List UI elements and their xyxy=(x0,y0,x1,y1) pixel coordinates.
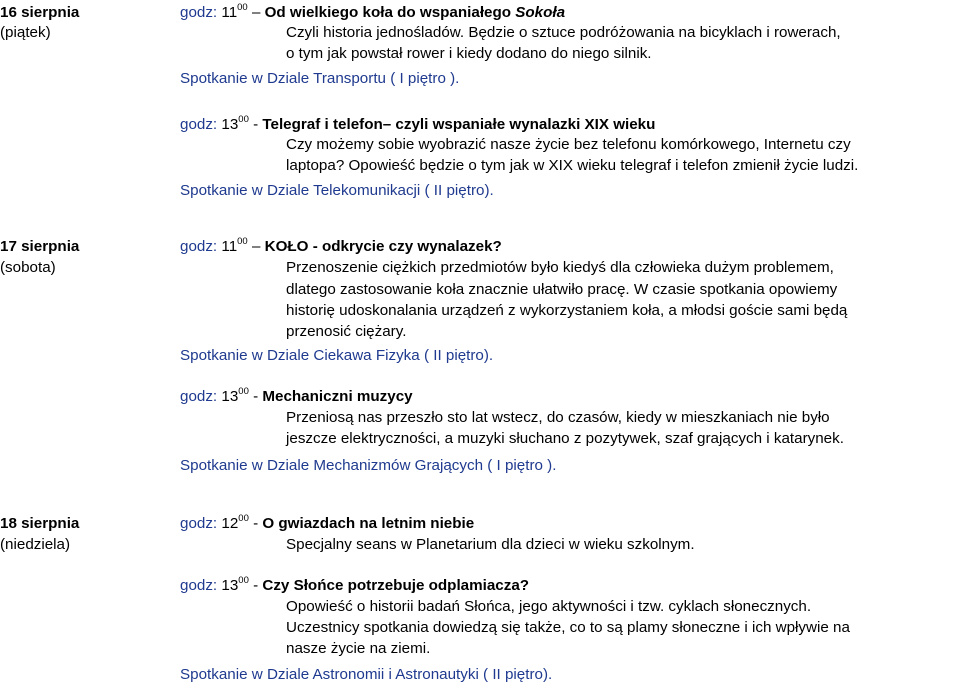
event-title: Telegraf i telefon– czyli wspaniałe wynalazki XIX wieku xyxy=(262,116,656,133)
event-title-italic: Sokoła xyxy=(515,4,566,21)
event-desc-line: nasze życie na ziemi. xyxy=(286,640,431,657)
event-location: Spotkanie w Dziale Ciekawa Fizyka ( II piętro). xyxy=(180,347,494,364)
time-hour: 11 xyxy=(221,4,238,21)
day-weekday: (niedziela) xyxy=(0,536,71,553)
time-minutes: 00 xyxy=(238,386,249,397)
time-prefix: godz: xyxy=(180,577,222,594)
time-minutes: 00 xyxy=(237,2,248,13)
event-desc-line: Czyli historia jednośladów. Będzie o sztuce podróżowania na bicyklach i rowerach, xyxy=(286,24,841,41)
time-minutes: 00 xyxy=(238,513,249,524)
time-separator: – xyxy=(247,4,265,21)
event-desc-line: jeszcze elektryczności, a muzyki słuchano z pozytywek, szaf grających i katarynek. xyxy=(286,430,844,447)
event-location: Spotkanie w Dziale Mechanizmów Grających ( I piętro ). xyxy=(180,457,557,474)
time-minutes: 00 xyxy=(237,236,248,247)
time-separator: - xyxy=(248,388,263,405)
time-separator: - xyxy=(248,577,263,594)
time-prefix: godz: xyxy=(180,388,222,405)
time-hour: 12 xyxy=(221,515,239,532)
event-desc-line: Specjalny seans w Planetarium dla dzieci w wieku szkolnym. xyxy=(286,536,695,553)
time-prefix: godz: xyxy=(180,4,222,21)
event-location: Spotkanie w Dziale Telekomunikacji ( II piętro). xyxy=(180,182,494,199)
day-date: 18 sierpnia xyxy=(0,515,80,532)
event-desc-line: laptopa? Opowieść będzie o tym jak w XIX wieku telegraf i telefon zmienił życie ludzi. xyxy=(286,157,859,174)
event-title: Mechaniczni muzycy xyxy=(262,388,413,405)
event-title: Czy Słońce potrzebuje odplamiacza? xyxy=(262,577,530,594)
event-time-line xyxy=(180,386,413,409)
event-location: Spotkanie w Dziale Astronomii i Astronautyki ( II piętro). xyxy=(180,666,553,683)
event-time-line xyxy=(180,513,474,536)
time-minutes: 00 xyxy=(238,114,249,125)
time-hour: 13 xyxy=(221,116,239,133)
event-location: Spotkanie w Dziale Transportu ( I piętro ). xyxy=(180,70,460,87)
day-date: 16 sierpnia xyxy=(0,4,80,21)
event-time-line xyxy=(180,575,529,598)
day-date: 17 sierpnia xyxy=(0,238,80,255)
time-prefix: godz: xyxy=(180,116,222,133)
event-desc-line: przenosić ciężary. xyxy=(286,323,407,340)
day-weekday: (piątek) xyxy=(0,24,51,41)
time-prefix: godz: xyxy=(180,515,222,532)
time-minutes: 00 xyxy=(238,575,249,586)
event-desc-line: historię udoskonalania urządzeń z wykorzystaniem koła, a młodsi goście sami będą xyxy=(286,302,848,319)
event-title: KOŁO - odkrycie czy wynalazek? xyxy=(264,238,502,255)
time-hour: 13 xyxy=(221,388,239,405)
event-desc-line: Uczestnicy spotkania dowiedzą się także, co to są plamy słoneczne i ich wpływie na xyxy=(286,619,850,636)
event-desc-line: Czy możemy sobie wyobrazić nasze życie bez telefonu komórkowego, Internetu czy xyxy=(286,136,851,153)
time-hour: 11 xyxy=(221,238,238,255)
event-desc-line: o tym jak powstał rower i kiedy dodano do niego silnik. xyxy=(286,45,652,62)
event-title: O gwiazdach na letnim niebie xyxy=(262,515,475,532)
event-desc-line: Przenoszenie ciężkich przedmiotów było kiedyś dla człowieka dużym problemem, xyxy=(286,259,834,276)
event-time-line xyxy=(180,236,502,259)
time-separator: – xyxy=(247,238,265,255)
day-weekday: (sobota) xyxy=(0,259,56,276)
event-desc-line: Opowieść o historii badań Słońca, jego aktywności i tzw. cyklach słonecznych. xyxy=(286,598,812,615)
time-hour: 13 xyxy=(221,577,239,594)
time-separator: - xyxy=(248,116,263,133)
event-title: Od wielkiego koła do wspaniałego xyxy=(264,4,516,21)
time-prefix: godz: xyxy=(180,238,222,255)
event-desc-line: dlatego zastosowanie koła znacznie ułatwiło pracę. W czasie spotkania opowiemy xyxy=(286,281,838,298)
time-separator: - xyxy=(248,515,263,532)
event-desc-line: Przeniosą nas przeszło sto lat wstecz, do czasów, kiedy w mieszkaniach nie było xyxy=(286,409,830,426)
